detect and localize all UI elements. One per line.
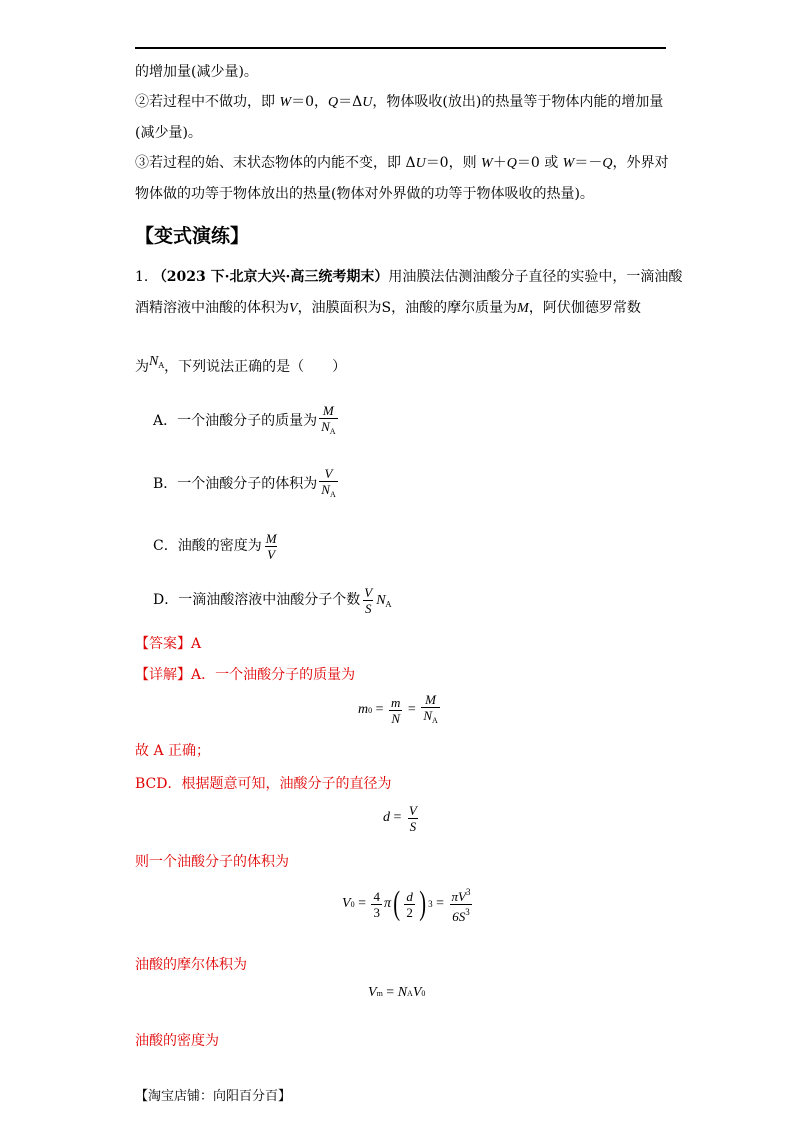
- equation-m0: m 0 = $\frac{m}{N}$ = $\frac{M}{N_A}$: [358, 692, 442, 728]
- question-line-2: 酒精溶液中油酸的体积为V，油膜面积为S，油酸的摩尔质量为M，阿伏伽德罗常数: [135, 300, 641, 316]
- solution-line-2: 故 A 正确；: [135, 743, 211, 759]
- solution-line-3: BCD．根据题意可知，油酸分子的直径为: [135, 776, 392, 792]
- section-title: 【变式演练】: [135, 225, 250, 247]
- equation-d: d = $\frac{V}{S}$: [383, 802, 417, 834]
- header-rule: [135, 47, 666, 49]
- option-b[interactable]: B．一个油酸分子的体积为 $\frac{V}{N_A}$: [153, 466, 340, 502]
- intro-line-5: 物体做的功等于物体放出的热量(物体对外界做的功等于物体吸收的热量)。: [135, 186, 594, 202]
- option-a[interactable]: A．一个油酸分子的质量为 $\frac{M}{N_A}$: [153, 403, 340, 439]
- equation-v0: V 0 = $\frac{4}{3}$ π ( $\frac{d}{2}$ ) 3 = $\frac{\pi V^3}{6S^3}$: [342, 885, 471, 924]
- option-c[interactable]: C．油酸的密度为 $\frac{M}{V}$: [153, 530, 277, 562]
- intro-line-2: ②若过程中不做功，即 W＝0，Q＝ΔU，物体吸收(放出)的热量等于物体内能的增加量: [135, 94, 664, 110]
- solution-line-5: 油酸的摩尔体积为: [135, 957, 247, 973]
- intro-line-1: 的增加量(减少量)。: [135, 64, 258, 80]
- question-line-3: 为$N^A$，下列说法正确的是（ ）: [135, 354, 347, 375]
- solution-line-4: 则一个油酸分子的体积为: [135, 854, 289, 870]
- footer-shop-label: 【淘宝店铺：向阳百分百】: [135, 1089, 292, 1104]
- solution-line-1: 【详解】A．一个油酸分子的质量为: [135, 667, 356, 683]
- solution-line-6: 油酸的密度为: [135, 1033, 219, 1049]
- question-line-1: 1. （2023 下·北京大兴·高三统考期末）用油膜法估测油酸分子直径的实验中，一滴油酸: [135, 269, 683, 285]
- intro-line-4: ③若过程的始、末状态物体的内能不变，即 ΔU＝0，则 W＋Q＝0 或 W＝－Q，外界对: [135, 155, 669, 171]
- answer-value: A: [191, 636, 202, 652]
- answer-line: 【答案】A: [135, 636, 202, 652]
- question-source: （2023 下·北京大兴·高三统考期末）: [152, 269, 389, 285]
- intro-line-3: (减少量)。: [135, 125, 202, 141]
- option-d[interactable]: D．一滴油酸溶液中油酸分子个数 $\frac{V}{S}$ $N_A$: [153, 584, 392, 616]
- equation-vm: V m = N A V 0: [368, 985, 426, 1000]
